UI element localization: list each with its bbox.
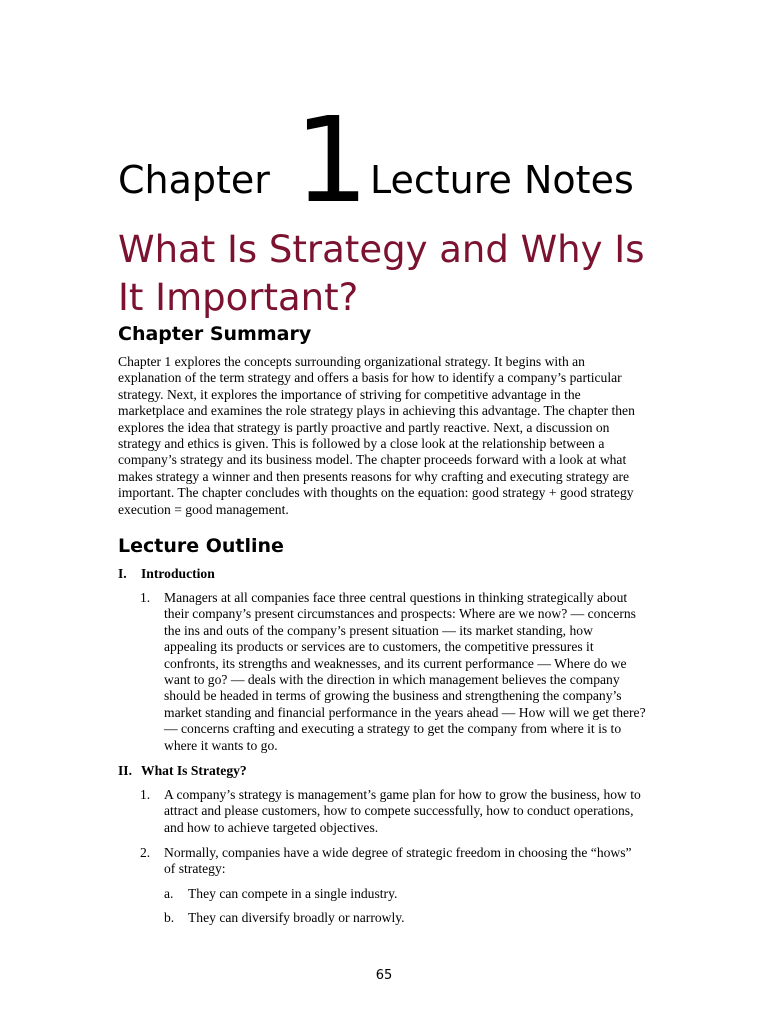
summary-heading: Chapter Summary (118, 323, 312, 345)
outline-section-what-is-strategy (118, 763, 247, 779)
section-numeral: I. (118, 566, 127, 581)
subitem-text: They can diversify broadly or narrowly. (188, 910, 405, 925)
item-text: Normally, companies have a wide degree of strategic freedom in choosing the “hows” of strategy: (164, 845, 632, 877)
section-numeral: II. (118, 763, 132, 778)
item-marker: 1. (140, 787, 151, 802)
chapter-word: Chapter (118, 158, 270, 202)
chapter-number: 1 (294, 91, 370, 229)
section-title: Introduction (141, 566, 215, 581)
list-item (140, 787, 650, 839)
subitem-marker: a. (164, 886, 174, 901)
item-text: Managers at all companies face three central questions in thinking strategically about their company’s present circumstances and prospects: Where are we now? — concerns the ins and outs of the company’s present situation — its market standing, how appealing its products or services are to customers, the competitive pressures it confronts, its strengths and weaknesses, and its current performance — Where do we want to go? — deals with the direction in which management believes the company should be headed in terms of growing the business and strengthening the company’s market standing and financial performance in the years ahead — How will we get there? — concerns crafting and executing a strategy to get the company from where it is to where it wants to go. (164, 590, 646, 753)
item-text: A company’s strategy is management’s game plan for how to grow the business, how to attract and please customers, how to compete successfully, how to conduct operations, and how to achieve targeted objectives. (164, 787, 641, 835)
item-marker: 2. (140, 845, 151, 860)
chapter-subtitle: Lecture Notes (370, 158, 634, 202)
sub-list-item (164, 910, 644, 928)
item-marker: 1. (140, 590, 151, 605)
outline-heading: Lecture Outline (118, 535, 284, 557)
page-number: 65 (375, 968, 393, 983)
section-title: What Is Strategy? (141, 763, 247, 778)
list-item (140, 590, 650, 760)
chapter-headline: What Is Strategy and Why Is It Important? (118, 228, 645, 319)
summary-paragraph: Chapter 1 explores the concepts surrounding organizational strategy. It begins with an explanation of the term strategy and offers a basis for how to identify a company’s particular strategy. Next, it explores the importance of striving for competitive advantage in the marketplace and examines the role strategy plays in achieving this advantage. The chapter then explores the idea that strategy is partly proactive and partly reactive. Next, a discussion on strategy and ethics is given. This is followed by a close look at the relationship between a company’s strategy and its business model. The chapter proceeds forward with a look at what makes strategy a winner and then presents reasons for why crafting and executing strategy are important. The chapter concludes with thoughts on the equation: good strategy + good strategy execution = good management. (118, 354, 635, 517)
chapter-title (118, 91, 658, 229)
subitem-text: They can compete in a single industry. (188, 886, 398, 901)
outline-section-introduction (118, 566, 215, 582)
subitem-marker: b. (164, 910, 175, 925)
list-item (140, 845, 650, 881)
sub-list-item (164, 886, 644, 904)
